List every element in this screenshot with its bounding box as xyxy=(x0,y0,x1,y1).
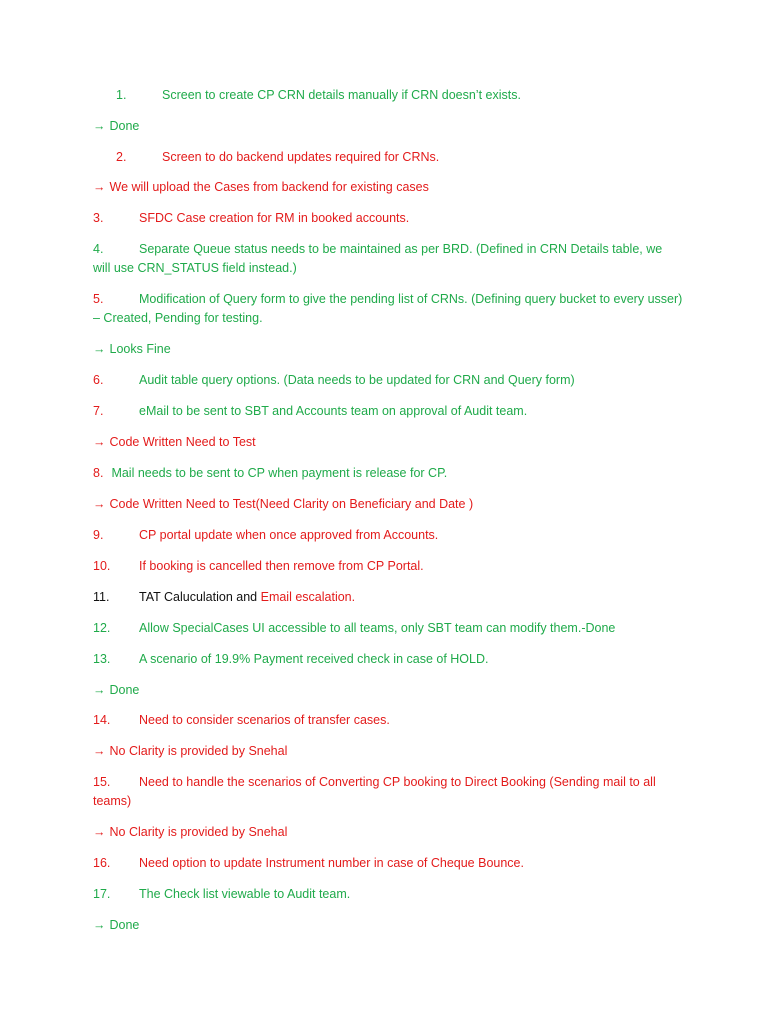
arrow-icon: → xyxy=(93,918,106,932)
item-text: Need option to update Instrument number in case of Cheque Bounce. xyxy=(139,856,524,870)
list-item-9 xyxy=(93,526,683,545)
item-text: Screen to do backend updates required for CRNs. xyxy=(162,150,440,164)
list-item-10 xyxy=(93,557,683,576)
list-item-17 xyxy=(93,885,683,904)
item-text: Modification of Query form to give the pending list of CRNs. (Defining query bucket to every usser) – Created, Pending for testing. xyxy=(93,292,683,325)
item-text: The Check list viewable to Audit team. xyxy=(139,887,351,901)
status-note xyxy=(93,178,683,197)
item-number: 13. xyxy=(93,652,111,666)
status-note xyxy=(93,117,683,136)
arrow-icon: → xyxy=(93,825,106,839)
item-text: If booking is cancelled then remove from CP Portal. xyxy=(139,559,424,573)
item-number: 14. xyxy=(93,713,111,727)
arrow-icon: → xyxy=(93,497,106,511)
list-item-2 xyxy=(116,148,706,167)
item-number: 4. xyxy=(93,242,104,256)
item-text: Screen to create CP CRN details manually if CRN doesn’t exists. xyxy=(162,88,521,102)
list-item-11 xyxy=(93,588,683,607)
item-number: 10. xyxy=(93,559,111,573)
item-text: Allow SpecialCases UI accessible to all teams, only SBT team can modify them.-Done xyxy=(139,621,616,635)
item-number: 16. xyxy=(93,856,111,870)
note-text: Done xyxy=(109,683,140,697)
note-text: Done xyxy=(109,119,140,133)
item-number: 2. xyxy=(116,150,127,164)
arrow-icon: → xyxy=(93,683,106,697)
item-number: 9. xyxy=(93,528,104,542)
status-note xyxy=(93,742,683,761)
note-text: Done xyxy=(109,918,140,932)
list-item-8 xyxy=(93,464,683,483)
arrow-icon: → xyxy=(93,342,106,356)
list-item-16 xyxy=(93,854,683,873)
note-text: Looks Fine xyxy=(109,342,171,356)
item-number: 5. xyxy=(93,292,104,306)
list-item-12 xyxy=(93,619,683,638)
item-number: 12. xyxy=(93,621,111,635)
status-note xyxy=(93,433,683,452)
item-number: 11. xyxy=(93,590,110,604)
arrow-icon: → xyxy=(93,744,106,758)
item-text: A scenario of 19.9% Payment received check in case of HOLD. xyxy=(139,652,489,666)
arrow-icon: → xyxy=(93,435,106,449)
item-text: Need to handle the scenarios of Converting CP booking to Direct Booking (Sending mail to all teams) xyxy=(93,775,656,808)
list-item-3 xyxy=(93,209,683,228)
list-item-13 xyxy=(93,650,683,669)
list-item-15 xyxy=(93,773,683,811)
item-text: CP portal update when once approved from Accounts. xyxy=(139,528,439,542)
item-number: 7. xyxy=(93,404,104,418)
item-number: 8. xyxy=(93,466,104,480)
item-number: 3. xyxy=(93,211,104,225)
note-text: Code Written Need to Test(Need Clarity on Beneficiary and Date ) xyxy=(109,497,474,511)
list-item-14 xyxy=(93,711,683,730)
status-note xyxy=(93,681,683,700)
item-text-highlight: Email escalation. xyxy=(260,590,356,604)
item-text: Audit table query options. (Data needs to be updated for CRN and Query form) xyxy=(139,373,575,387)
item-text: SFDC Case creation for RM in booked accounts. xyxy=(139,211,410,225)
list-item-1 xyxy=(116,86,706,105)
list-item-4 xyxy=(93,240,683,278)
note-text: No Clarity is provided by Snehal xyxy=(109,744,288,758)
status-note xyxy=(93,495,683,514)
item-text: Separate Queue status needs to be maintained as per BRD. (Defined in CRN Details table, we will use CRN_STATUS field instead.) xyxy=(93,242,663,275)
arrow-icon: → xyxy=(93,180,106,194)
status-note xyxy=(93,916,683,935)
list-item-6 xyxy=(93,371,683,390)
item-text: Mail needs to be sent to CP when payment is release for CP. xyxy=(111,466,448,480)
list-item-7 xyxy=(93,402,683,421)
status-note xyxy=(93,340,683,359)
note-text: No Clarity is provided by Snehal xyxy=(109,825,288,839)
item-text: TAT Caluculation and xyxy=(139,590,258,604)
item-number: 15. xyxy=(93,775,111,789)
item-text: eMail to be sent to SBT and Accounts team on approval of Audit team. xyxy=(139,404,528,418)
note-text: Code Written Need to Test xyxy=(109,435,256,449)
item-number: 17. xyxy=(93,887,111,901)
item-number: 1. xyxy=(116,88,127,102)
item-number: 6. xyxy=(93,373,104,387)
list-item-5 xyxy=(93,290,683,328)
note-text: We will upload the Cases from backend for existing cases xyxy=(109,180,429,194)
status-note xyxy=(93,823,683,842)
arrow-icon: → xyxy=(93,119,106,133)
item-text: Need to consider scenarios of transfer cases. xyxy=(139,713,390,727)
